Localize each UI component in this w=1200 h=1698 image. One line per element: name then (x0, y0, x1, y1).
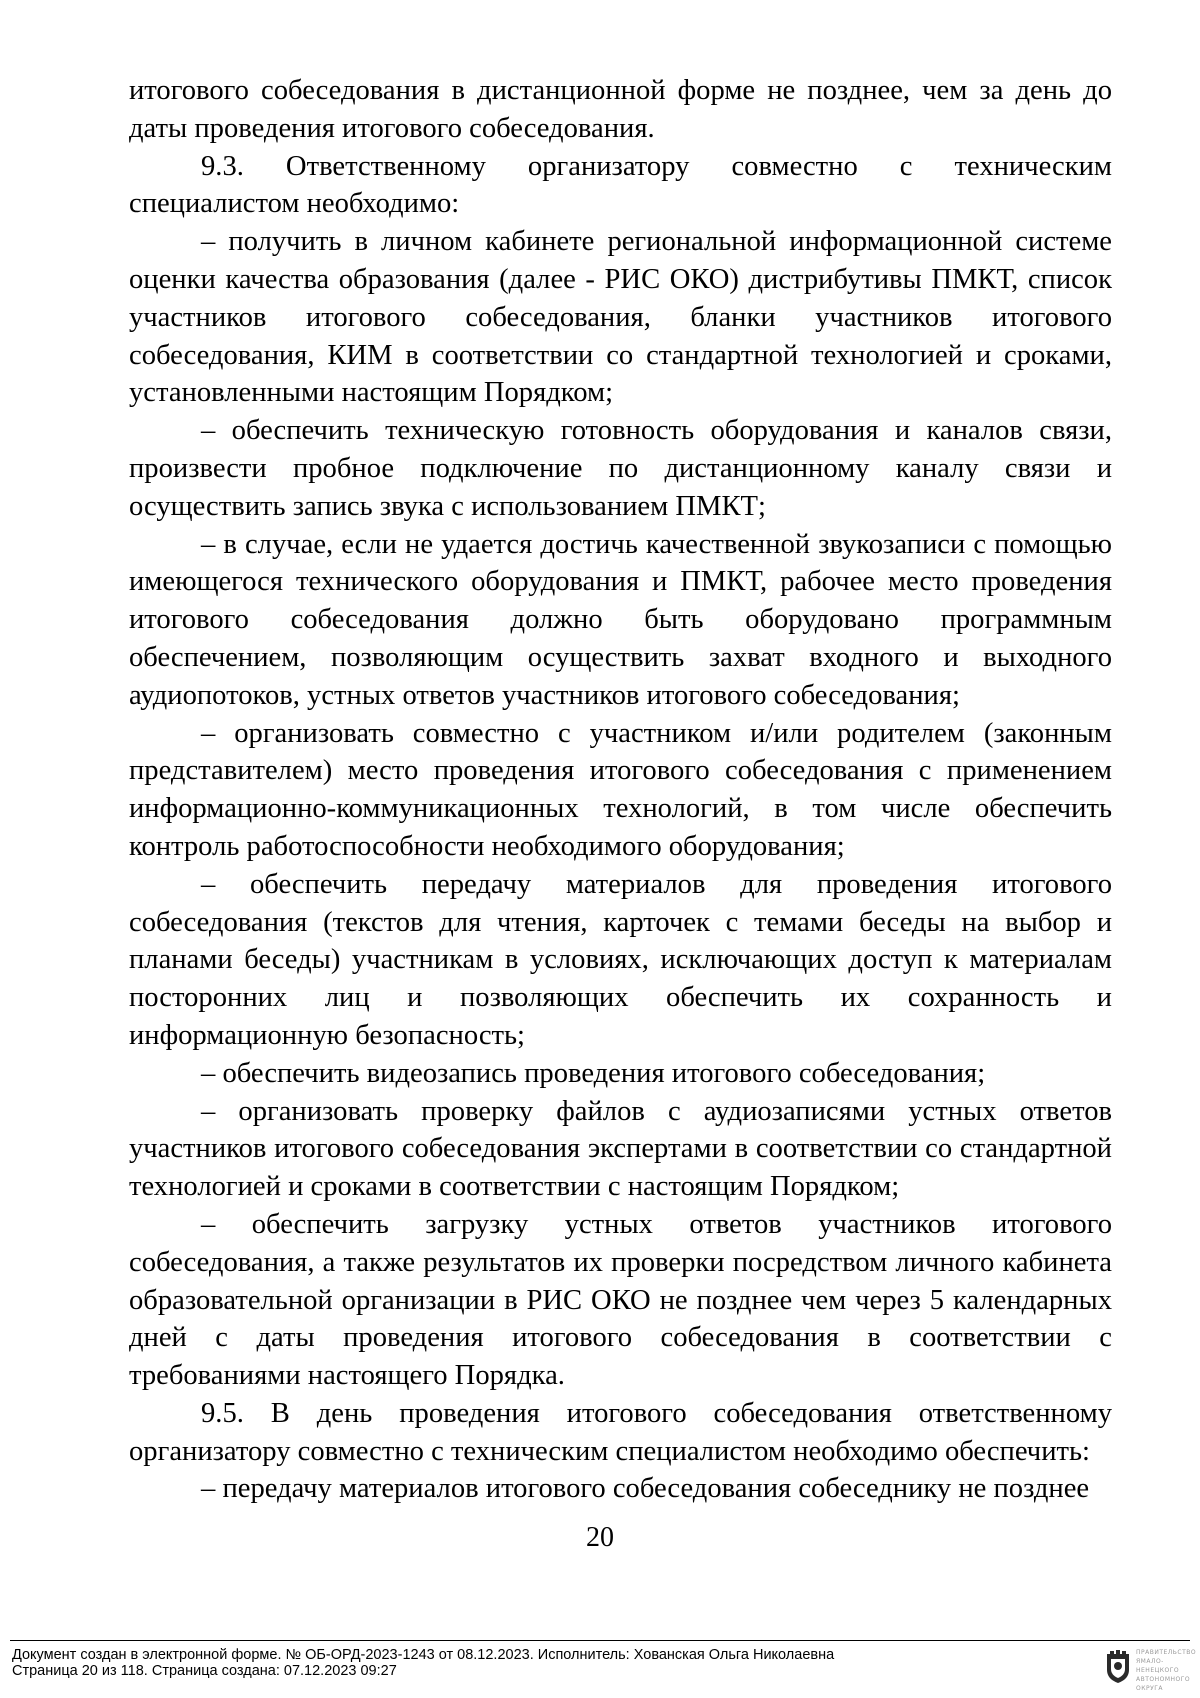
list-item: – обеспечить видеозапись проведения итогового собеседования; (201, 1057, 986, 1089)
document-footer (12, 1647, 1092, 1679)
footer-page-info: Страница 20 из 118. Страница создана: 07.12.2023 09:27 (12, 1663, 397, 1679)
list-item: – организовать проверку файлов с аудиозаписями устных ответов участников итогового собеседования экспертами в соответствии со стандартной технологией и сроками в соответствии с настоящим Порядком; (129, 1095, 1112, 1203)
footer-document-info: Документ создан в электронной форме. № ОБ-ОРД-2023-1243 от 08.12.2023. Исполнитель: Хованская Ольга Николаевна (12, 1647, 835, 1663)
coat-of-arms-icon (1104, 1650, 1132, 1684)
list-item: – получить в личном кабинете региональной информационной системе оценки качества образования (далее - РИС ОКО) дистрибутивы ПМКТ, список участников итогового собеседования, бланки участников итогового собеседования, КИМ в соответствии со стандартной технологией и сроками, установленными настоящим Порядком; (129, 226, 1112, 409)
list-item: – обеспечить передачу материалов для проведения итогового собеседования (текстов для чтения, карточек с темами беседы на выбор и планами беседы) участникам в условиях, исключающих доступ к материалам посторонних лиц и позволяющих обеспечить их сохранность и информационную безопасность; (129, 868, 1112, 1051)
paragraph: итогового собеседования в дистанционной форме не позднее, чем за день до даты проведения итогового собеседования. (129, 75, 1112, 144)
list-item: – организовать совместно с участником и/или родителем (законным представителем) место проведения итогового собеседования с применением информационно-коммуникационных технологий, в том числе обеспечить контроль работоспособности необходимого оборудования; (129, 717, 1112, 862)
page-number: 20 (586, 1522, 614, 1553)
list-item: – обеспечить загрузку устных ответов участников итогового собеседования, а также результатов их проверки посредством личного кабинета образовательной организации в РИС ОКО не позднее чем через 5 календарных дней с даты проведения итогового собеседования в соответствии с требованиями настоящего Порядка. (129, 1208, 1112, 1392)
list-item: – обеспечить техническую готовность оборудования и каналов связи, произвести пробное подключение по дистанционному каналу связи и осуществить запись звука с использованием ПМКТ; (129, 415, 1112, 522)
paragraph: 9.5. В день проведения итогового собеседования ответственному организатору совместно с техническим специалистом необходимо обеспечить: (129, 1397, 1112, 1467)
document-body (129, 72, 1112, 1508)
footer-divider (10, 1640, 1190, 1641)
list-item: – передачу материалов итогового собеседования собеседнику не позднее (201, 1473, 1090, 1505)
paragraph: 9.3. Ответственному организатору совместно с техническим специалистом необходимо: (129, 150, 1112, 220)
list-item: – в случае, если не удается достичь качественной звукозаписи с помощью имеющегося технического оборудования и ПМКТ, рабочее место проведения итогового собеседования должно быть оборудовано программным обеспечением, позволяющим осуществить захват входного и выходного аудиопотоков, устных ответов участников итогового собеседования; (129, 528, 1112, 711)
seal-caption: ПРАВИТЕЛЬСТВО ЯМАЛО-НЕНЕЦКОГО АВТОНОМНОГО ОКРУГА (1136, 1649, 1197, 1692)
